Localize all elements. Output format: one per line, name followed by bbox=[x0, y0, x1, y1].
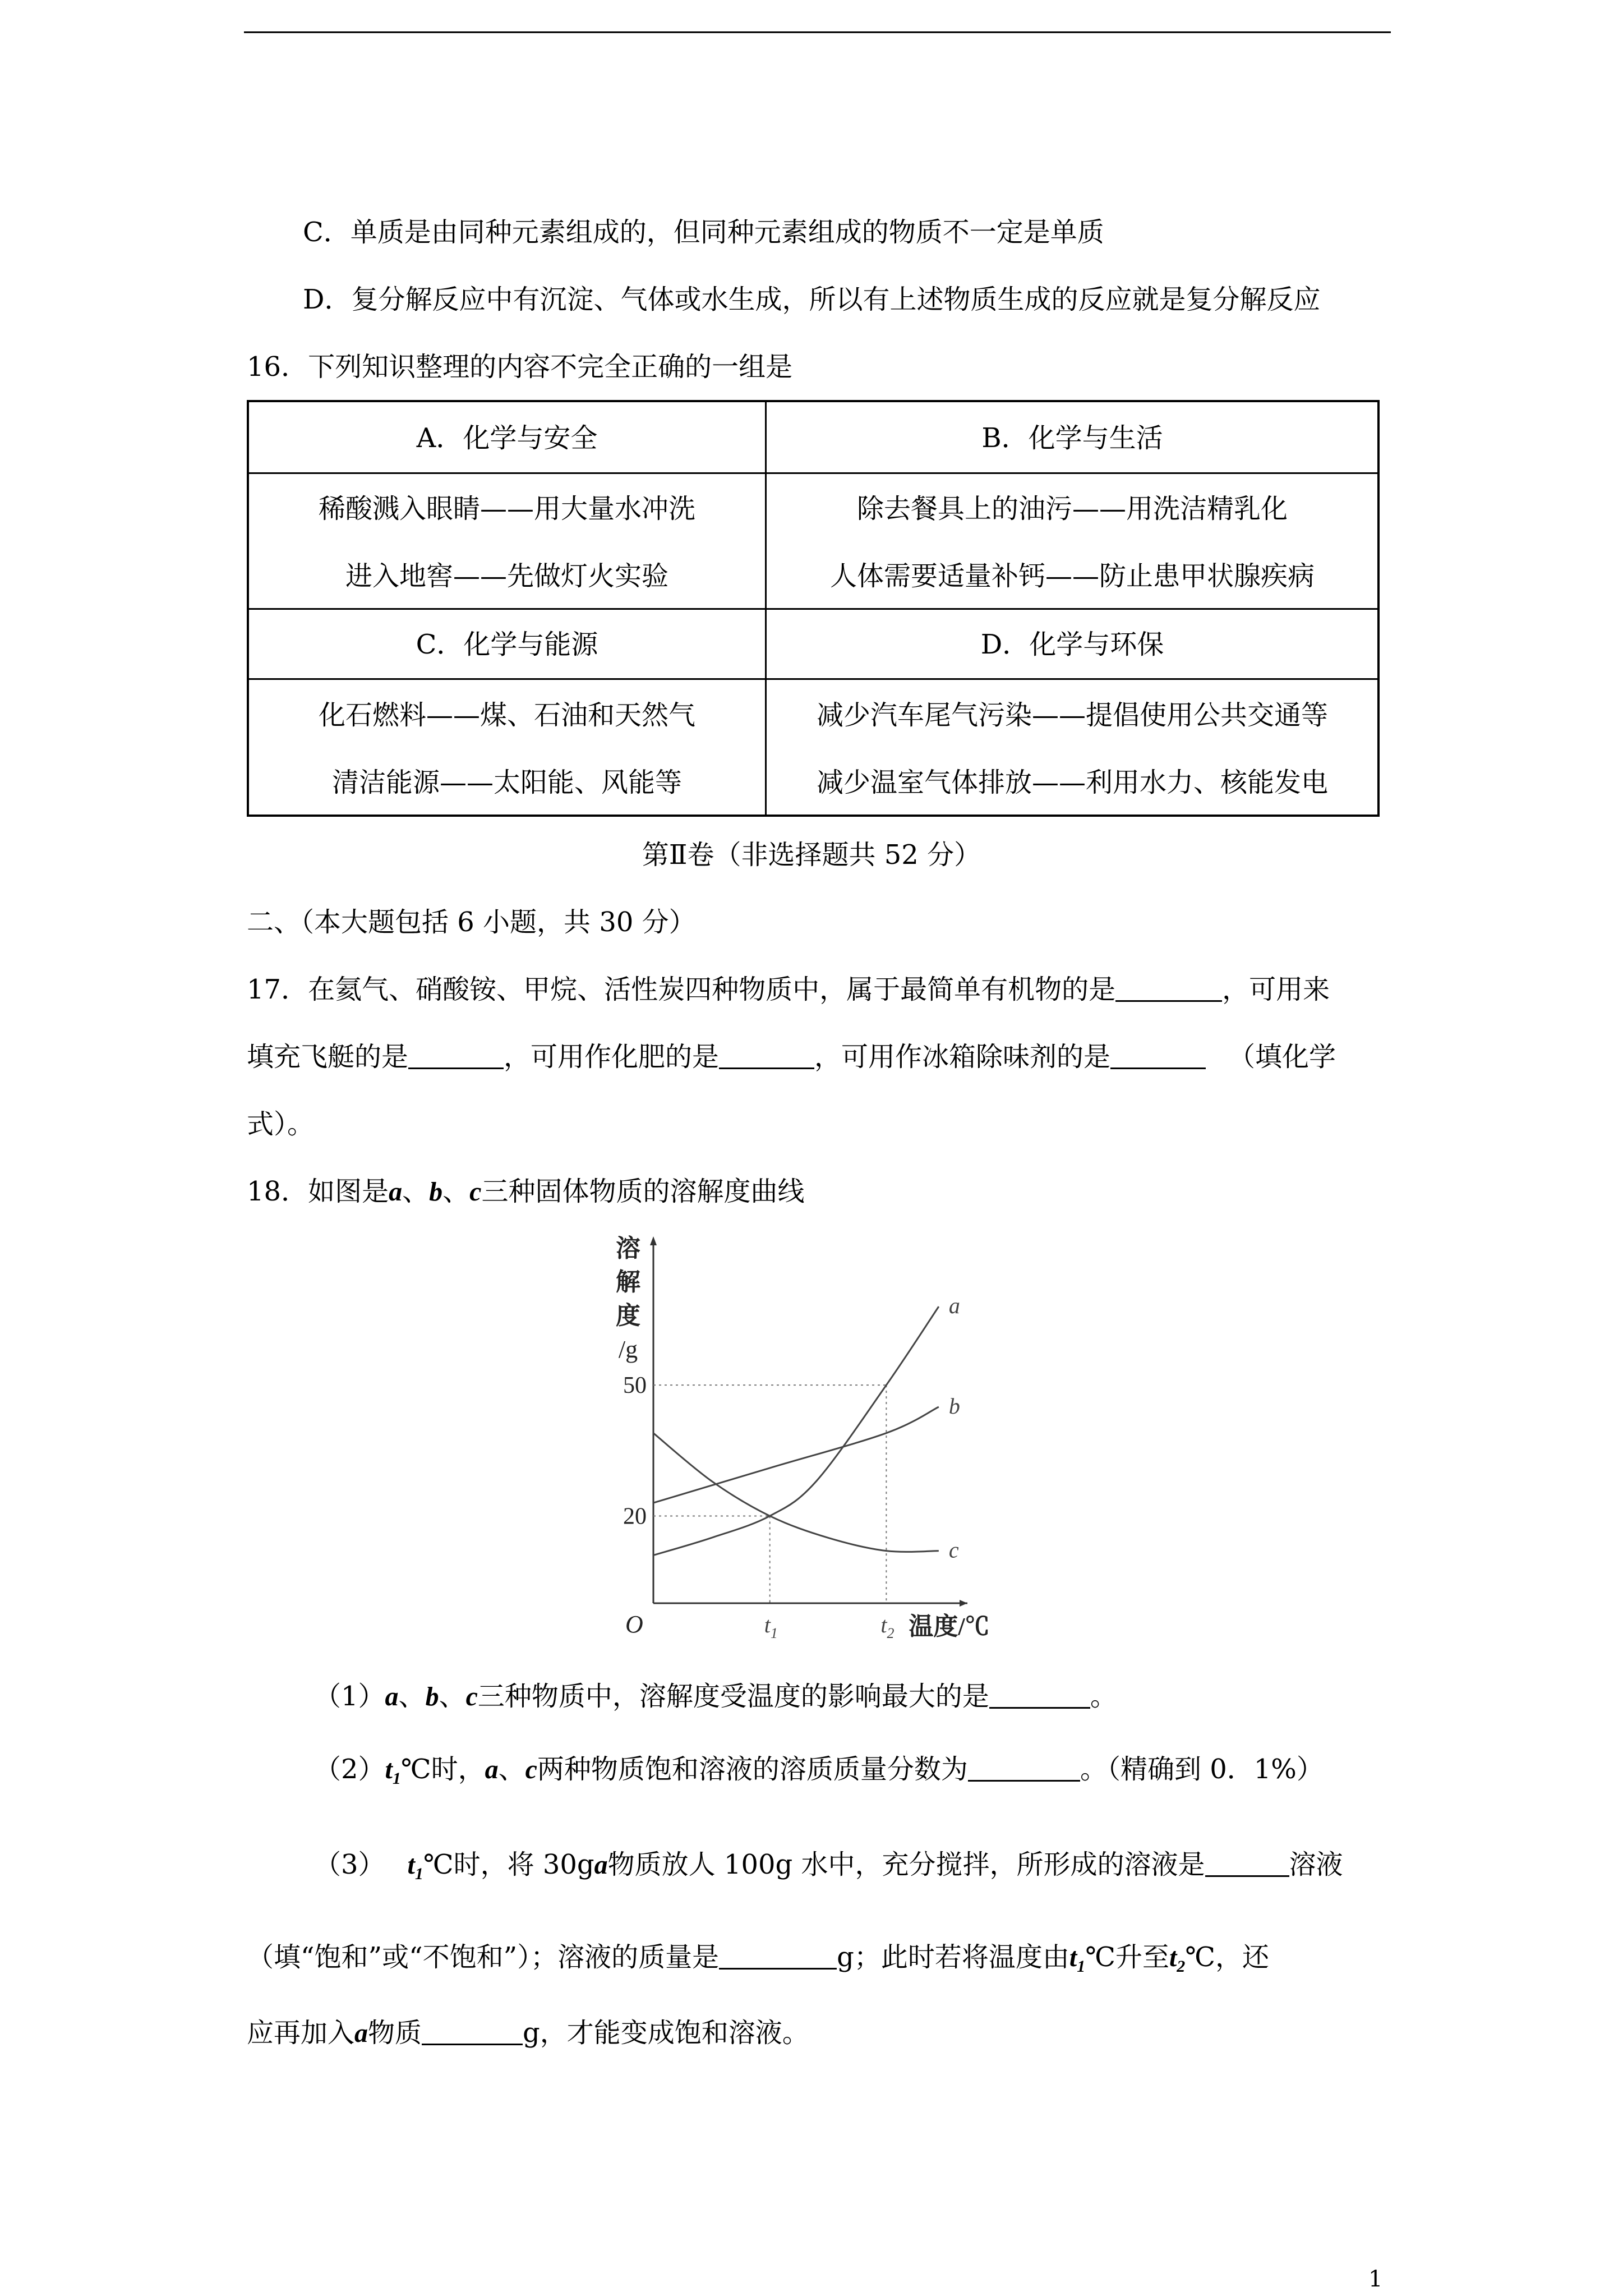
q18-text: ℃时， bbox=[400, 1754, 485, 1785]
y-tick-label: 20 bbox=[623, 1503, 647, 1530]
q17-text: ，可用作化肥的是 bbox=[504, 1041, 720, 1073]
question-18-stem bbox=[247, 1178, 804, 1205]
table-cell-a-line1: 稀酸溅入眼睛——用大量水冲洗 bbox=[318, 493, 695, 524]
q18-text: 、 bbox=[498, 1754, 525, 1785]
var-t: t bbox=[385, 1755, 393, 1784]
q18-text: 应再加入 bbox=[247, 2017, 355, 2049]
answer-blank[interactable] bbox=[408, 1045, 504, 1069]
q17-text: （填化学 bbox=[1228, 1041, 1336, 1073]
table-row-divider bbox=[249, 678, 1377, 680]
part-two-title: 第Ⅱ卷（非选择题共 52 分） bbox=[642, 839, 981, 871]
answer-blank[interactable] bbox=[422, 2021, 523, 2045]
x-axis-label: 温度/℃ bbox=[909, 1613, 990, 1640]
q17-text: ，可用来 bbox=[1222, 974, 1330, 1005]
var-t: t bbox=[407, 1850, 415, 1880]
subscript-2: 2 bbox=[1177, 1957, 1186, 1976]
knowledge-table bbox=[247, 400, 1380, 817]
table-cell-a-line2: 进入地窖——先做灯火实验 bbox=[345, 560, 668, 592]
q18-text: （2） bbox=[314, 1754, 385, 1785]
var-a: a bbox=[485, 1755, 499, 1784]
subscript-1: 1 bbox=[1077, 1957, 1086, 1976]
question-17-line1 bbox=[247, 976, 1330, 1003]
var-t: t bbox=[1169, 1943, 1177, 1972]
q18-text: 、 bbox=[442, 1176, 470, 1207]
q18-text: 、 bbox=[398, 1681, 426, 1712]
q18-text: 18．如图是 bbox=[247, 1176, 389, 1207]
q18-text: 、 bbox=[439, 1681, 466, 1712]
x-tick-label: $t_1$ bbox=[764, 1612, 778, 1641]
subscript-1: 1 bbox=[414, 1865, 423, 1883]
curve-b bbox=[653, 1407, 939, 1503]
answer-blank[interactable] bbox=[968, 1757, 1080, 1782]
page-number: 1 bbox=[1368, 2266, 1383, 2292]
y-tick-label: 50 bbox=[623, 1373, 647, 1399]
question-18-part1 bbox=[314, 1683, 1117, 1710]
answer-blank[interactable] bbox=[1115, 978, 1222, 1002]
answer-blank[interactable] bbox=[1110, 1045, 1206, 1069]
x-axis-arrow bbox=[960, 1600, 967, 1607]
var-b: b bbox=[429, 1177, 443, 1207]
question-17-line2 bbox=[247, 1041, 1336, 1073]
option-d: D．复分解反应中有沉淀、气体或水生成，所以有上述物质生成的反应就是复分解反应 bbox=[303, 284, 1321, 315]
q17-text: 17．在氦气、硝酸铵、甲烷、活性炭四种物质中，属于最简单有机物的是 bbox=[247, 974, 1116, 1005]
var-a: a bbox=[389, 1177, 403, 1207]
q18-text: ℃，还 bbox=[1185, 1941, 1269, 1973]
question-18-part3-end bbox=[247, 2019, 809, 2047]
table-cell-b-line1: 除去餐具上的油污——用洗洁精乳化 bbox=[856, 493, 1288, 524]
q18-text: ℃升至 bbox=[1085, 1941, 1169, 1973]
question-16-stem: 16．下列知识整理的内容不完全正确的一组是 bbox=[247, 351, 793, 383]
table-row-divider bbox=[249, 608, 1377, 610]
q18-text: 两种物质饱和溶液的溶质质量分数为 bbox=[537, 1754, 968, 1785]
q18-text: ℃时，将 30g bbox=[423, 1849, 594, 1880]
table-header-c: C．化学与能源 bbox=[416, 629, 598, 660]
table-cell-d-line2: 减少温室气体排放——利用水力、核能发电 bbox=[816, 767, 1328, 798]
q18-text: 三种物质中，溶解度受温度的影响最大的是 bbox=[477, 1681, 989, 1712]
y-axis-label: 度 bbox=[616, 1302, 640, 1329]
q18-text: 物质 bbox=[368, 2017, 422, 2049]
y-axis-arrow bbox=[650, 1236, 657, 1245]
table-cell-d-line1: 减少汽车尾气污染——提倡使用公共交通等 bbox=[816, 700, 1328, 731]
q18-text: （填“饱和”或“不饱和”）；溶液的质量是 bbox=[247, 1941, 720, 1973]
q18-text: 物质放人 100g 水中，充分搅拌，所形成的溶液是 bbox=[607, 1849, 1205, 1880]
var-c: c bbox=[465, 1682, 478, 1711]
question-17-line3: 式）。 bbox=[247, 1108, 315, 1140]
y-axis-label: 溶 bbox=[616, 1235, 640, 1262]
table-cell-b-line2: 人体需要适量补钙——防止患甲状腺疾病 bbox=[829, 560, 1315, 592]
table-row-divider bbox=[249, 472, 1377, 474]
q18-text: （3） bbox=[314, 1849, 385, 1880]
table-cell-c-line2: 清洁能源——太阳能、风能等 bbox=[331, 767, 682, 798]
var-b: b bbox=[425, 1682, 439, 1711]
q18-text: 三种固体物质的溶解度曲线 bbox=[481, 1176, 805, 1207]
header-rule bbox=[244, 31, 1391, 33]
q18-text: g；此时若将温度由 bbox=[837, 1941, 1069, 1973]
y-axis-label: /g bbox=[618, 1336, 638, 1363]
question-18-part3-cont bbox=[247, 1941, 1269, 1976]
q18-text: 、 bbox=[402, 1176, 430, 1207]
option-c: C．单质是由同种元素组成的，但同种元素组成的物质不一定是单质 bbox=[303, 217, 1104, 248]
q18-text: g，才能变成饱和溶液。 bbox=[523, 2017, 809, 2049]
question-18-part2 bbox=[314, 1756, 1324, 1787]
q18-text: （1） bbox=[314, 1681, 385, 1712]
var-a: a bbox=[594, 1850, 608, 1880]
q18-text: 。（精确到 0．1%） bbox=[1080, 1754, 1324, 1785]
answer-blank[interactable] bbox=[989, 1685, 1090, 1709]
var-t: t bbox=[1069, 1943, 1077, 1972]
q17-text: ，可用作冰箱除味剂的是 bbox=[814, 1041, 1111, 1073]
q17-text: 填充飞艇的是 bbox=[247, 1041, 409, 1073]
x-tick-label: $t_2$ bbox=[880, 1612, 895, 1641]
table-cell-c-line1: 化石燃料——煤、石油和天然气 bbox=[318, 700, 695, 731]
var-c: c bbox=[525, 1755, 537, 1784]
series-label-b: b bbox=[948, 1393, 960, 1419]
question-18-part3 bbox=[314, 1851, 1343, 1883]
x-tick-subscript: 1 bbox=[770, 1625, 778, 1641]
var-a: a bbox=[385, 1682, 399, 1711]
subscript-1: 1 bbox=[392, 1769, 401, 1788]
series-label-c: c bbox=[948, 1537, 959, 1563]
var-c: c bbox=[469, 1177, 482, 1207]
q18-text: 溶液 bbox=[1289, 1849, 1343, 1880]
section-two-heading: 二、（本大题包括 6 小题，共 30 分） bbox=[247, 907, 696, 938]
q18-text: 。 bbox=[1090, 1681, 1117, 1712]
series-label-a: a bbox=[948, 1293, 960, 1319]
curve-c bbox=[653, 1433, 939, 1552]
solubility-chart bbox=[583, 1228, 1021, 1655]
x-tick-subscript: 2 bbox=[887, 1625, 895, 1641]
y-axis-label: 解 bbox=[616, 1268, 640, 1296]
answer-blank[interactable] bbox=[1205, 1853, 1289, 1877]
answer-blank[interactable] bbox=[719, 1045, 814, 1069]
origin-label: O bbox=[625, 1611, 643, 1638]
answer-blank[interactable] bbox=[719, 1945, 837, 1970]
table-header-d: D．化学与环保 bbox=[980, 629, 1164, 660]
table-header-b: B．化学与生活 bbox=[981, 422, 1163, 454]
table-header-a: A．化学与安全 bbox=[416, 422, 598, 454]
var-a: a bbox=[354, 2018, 368, 2048]
curve-a bbox=[653, 1306, 939, 1555]
